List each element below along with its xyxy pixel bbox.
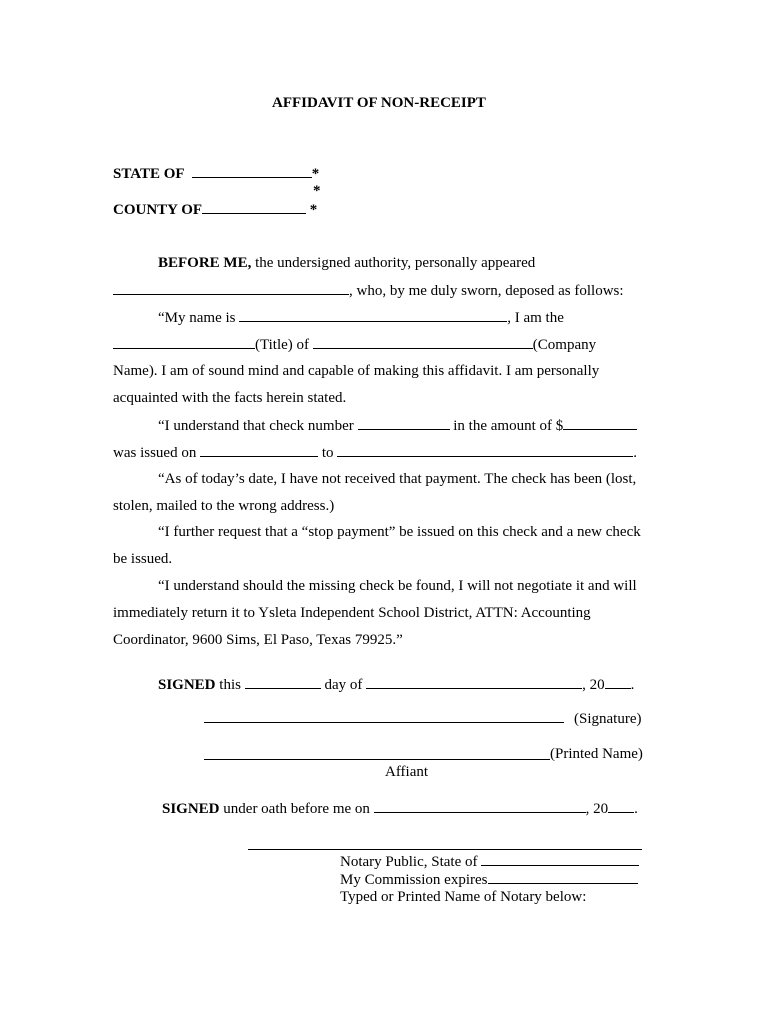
signed-oath-line [162,799,638,818]
oath-year-prefix: , 20 [585,801,609,817]
month-blank[interactable] [366,675,582,689]
notary-state-label: Notary Public, State of [340,854,482,870]
title-of-text: (Title) of [255,337,313,353]
before-me-text: the undersigned authority, personally appeared [251,255,536,271]
payee-blank[interactable] [337,443,633,457]
my-name-line [158,308,564,327]
notary-typed-name-label: Typed or Printed Name of Notary below: [340,889,587,905]
sound-mind-line: Name). I am of sound mind and capable of making this affidavit. I am personally [113,363,600,379]
who-sworn-text: , who, by me duly sworn, deposed as follows: [349,283,624,299]
venue-star-middle: * [313,183,321,199]
my-name-blank[interactable] [239,308,507,322]
signed-this-line [158,675,634,694]
issued-on-text: was issued on [113,445,201,461]
oath-date-blank[interactable] [374,799,586,813]
acquainted-line: acquainted with the facts herein stated. [113,390,347,406]
county-of-row [113,200,317,219]
county-blank[interactable] [202,200,306,214]
this-text: this [215,677,245,693]
title-blank[interactable] [113,335,255,349]
venue-star: * [309,202,318,218]
affiant-name-blank[interactable] [113,281,349,295]
before-me-line [158,254,535,272]
missing-line-3: Coordinator, 9600 Sims, El Paso, Texas 79925.” [113,632,403,648]
amount-text: in the amount of $ [449,418,564,434]
to-text: to [318,445,338,461]
affiant-name-line [113,281,624,300]
check-number-blank[interactable] [358,416,450,430]
commission-row [340,870,638,889]
oath-year-blank[interactable] [608,799,634,813]
notary-signature-line[interactable] [248,849,642,850]
company-blank[interactable] [313,335,533,349]
missing-line-1: “I understand should the missing check be found, I will not negotiate it and will [158,578,637,594]
signed-bold: SIGNED [158,677,216,693]
further-line-1: “I further request that a “stop payment” be issued on this check and a new check [158,524,641,540]
as-of-line-2: stolen, mailed to the wrong address.) [113,498,335,514]
period: . [630,677,635,693]
issued-on-line [113,443,637,462]
i-am-the-text: , I am the [507,310,564,326]
year-blank[interactable] [605,675,631,689]
state-blank[interactable] [192,164,312,178]
missing-line-2: immediately return it to Ysleta Independent School District, ATTN: Accounting [113,605,591,621]
day-blank[interactable] [245,675,321,689]
further-line-2: be issued. [113,551,173,567]
as-of-line-1: “As of today’s date, I have not received that payment. The check has been (lost, [158,471,637,487]
company-text: (Company [532,337,597,353]
commission-blank[interactable] [488,870,638,884]
printed-name-label: (Printed Name) [550,746,643,762]
title-company-line [113,335,596,354]
oath-period: . [634,801,638,817]
state-of-label: STATE OF [113,166,184,182]
printed-name-line[interactable] [204,759,550,760]
period: . [633,445,637,461]
oath-text: under oath before me on [219,801,374,817]
notary-state-blank[interactable] [481,852,639,866]
venue-star: * [311,166,320,182]
affiant-label: Affiant [385,764,429,780]
notary-state-row [340,852,639,871]
oath-signed-bold: SIGNED [162,801,220,817]
my-name-text: “My name is [158,310,240,326]
signature-line[interactable] [204,722,564,723]
commission-label: My Commission expires [340,872,488,888]
page-title: AFFIDAVIT OF NON-RECEIPT [272,95,486,111]
state-of-row [113,164,319,183]
year-prefix: , 20 [582,677,605,693]
amount-blank[interactable] [563,416,637,430]
before-me-bold: BEFORE ME, [158,255,252,271]
check-number-text: “I understand that check number [158,418,358,434]
check-number-line [158,416,637,435]
day-of-text: day of [320,677,367,693]
signature-label: (Signature) [574,711,642,727]
county-of-label: COUNTY OF [113,202,203,218]
issued-date-blank[interactable] [200,443,318,457]
